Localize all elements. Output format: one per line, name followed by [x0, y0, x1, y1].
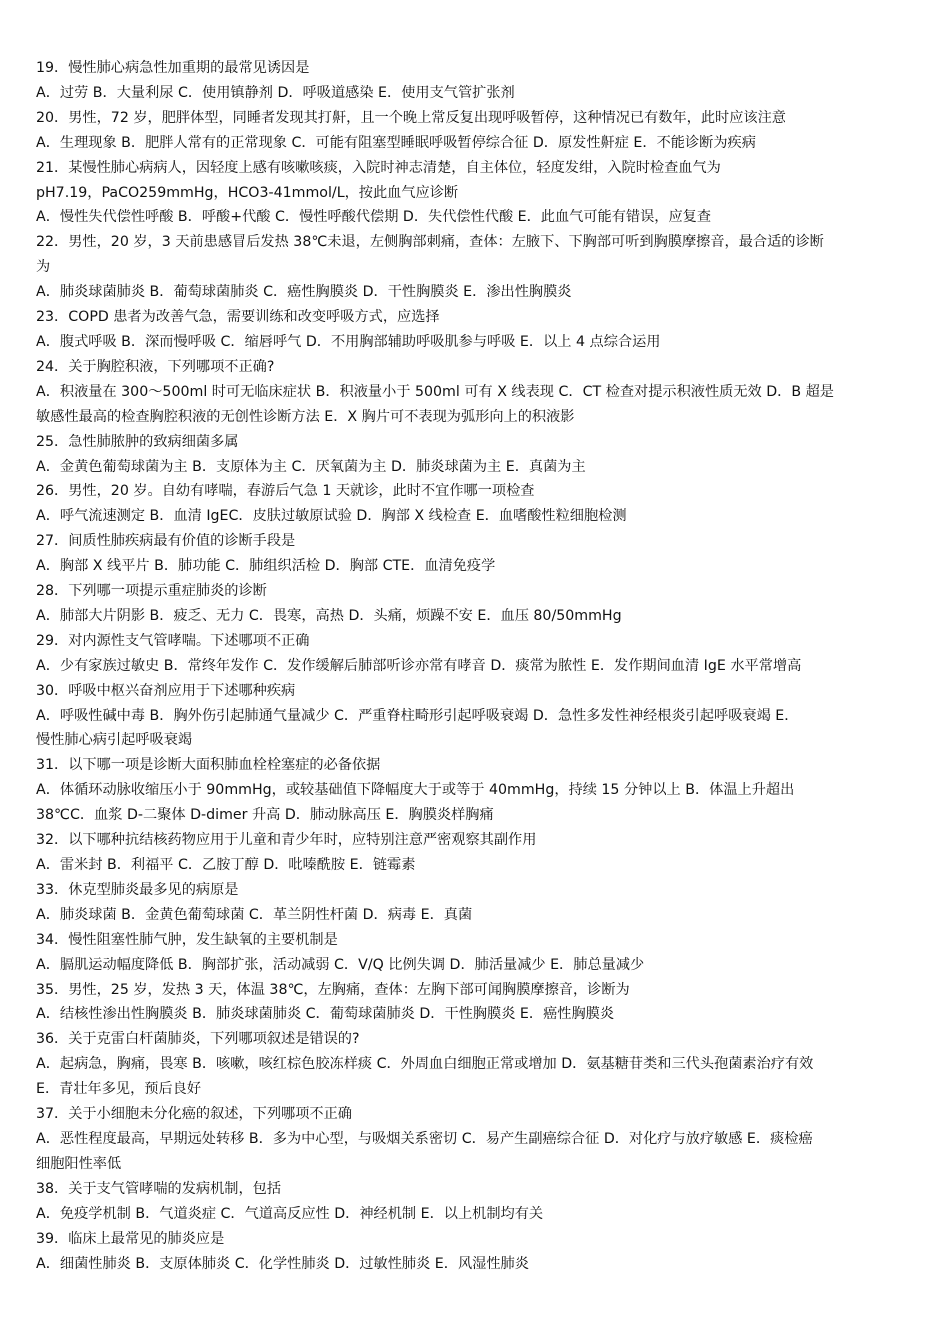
question-20: 20．男性，72 岁，肥胖体型，同睡者发现其打鼾，且一个晚上常反复出现呼吸暂停，这种情况已有数年，此时应该注意: [36, 109, 786, 126]
question-32: 32．以下哪种抗结核药物应用于儿童和青少年时，应特别注意严密观察其副作用: [36, 832, 537, 849]
options-21: A．慢性失代偿性呼酸 B．呼酸+代酸 C．慢性呼酸代偿期 D．失代偿性代酸 E．此血气可能有错误，应复查: [36, 209, 712, 226]
options-36: A．起病急，胸痛，畏寒 B．咳嗽，咳红棕色胶冻样痰 C．外周血白细胞正常或增加 D．氨基糖苷类和三代头孢菌素治疗有效: [36, 1056, 814, 1073]
options-36-continued: E．青壮年多见，预后良好: [36, 1081, 202, 1098]
question-31: 31．以下哪一项是诊断大面积肺血栓栓塞症的必备依据: [36, 757, 381, 774]
question-28: 28．下列哪一项提示重症肺炎的诊断: [36, 583, 267, 600]
question-37: 37．关于小细胞未分化癌的叙述，下列哪项不正确: [36, 1106, 352, 1123]
question-22: 22．男性，20 岁，3 天前患感冒后发热 38℃未退，左侧胸部刺痛，查体：左腋下、下胸部可听到胸膜摩擦音，最合适的诊断: [36, 234, 824, 251]
options-31: A．体循环动脉收缩压小于 90mmHg，或较基础值下降幅度大于或等于 40mmHg，持续 15 分钟以上 B．体温上升超出: [36, 782, 795, 799]
question-34: 34．慢性阻塞性肺气肿，发生缺氧的主要机制是: [36, 931, 338, 948]
question-19: 19．慢性肺心病急性加重期的最常见诱因是: [36, 60, 310, 76]
options-23: A．腹式呼吸 B．深而慢呼吸 C．缩唇呼气 D．不用胸部辅助呼吸肌参与呼吸 E．以上 4 点综合运用: [36, 333, 661, 350]
options-30-continued: 慢性肺心病引起呼吸衰竭: [36, 732, 193, 749]
options-33: A．肺炎球菌 B．金黄色葡萄球菌 C．革兰阴性杆菌 D．病毒 E．真菌: [36, 906, 473, 923]
question-24: 24．关于胸腔积液，下列哪项不正确?: [36, 358, 275, 375]
options-31-continued: 38℃C．血浆 D-二聚体 D-dimer 升高 D．肺动脉高压 E．胸膜炎样胸痛: [36, 807, 494, 824]
question-26: 26．男性，20 岁。自幼有哮喘，春游后气急 1 天就诊，此时不宜作哪一项检查: [36, 483, 535, 500]
options-28: A．肺部大片阴影 B．疲乏、无力 C．畏寒，高热 D．头痛，烦躁不安 E．血压 80/50mmHg: [36, 607, 622, 624]
options-26: A．呼气流速测定 B．血清 IgEC．皮肤过敏原试验 D．胸部 X 线检查 E．血嗜酸性粒细胞检测: [36, 508, 627, 525]
options-38: A．免疫学机制 B．气道炎症 C．气道高反应性 D．神经机制 E．以上机制均有关: [36, 1205, 544, 1222]
options-20: A．生理现象 B．肥胖人常有的正常现象 C．可能有阻塞型睡眠呼吸暂停综合征 D．原发性鼾症 E．不能诊断为疾病: [36, 134, 756, 151]
options-39: A．细菌性肺炎 B．支原体肺炎 C．化学性肺炎 D．过敏性肺炎 E．风湿性肺炎: [36, 1255, 529, 1272]
question-36: 36．关于克雷白杆菌肺炎，下列哪项叙述是错误的?: [36, 1031, 360, 1048]
options-32: A．雷米封 B．利福平 C．乙胺丁醇 D．吡嗪酰胺 E．链霉素: [36, 857, 416, 873]
options-37-continued: 细胞阳性率低: [36, 1155, 122, 1172]
options-35: A．结核性渗出性胸膜炎 B．肺炎球菌肺炎 C．葡萄球菌肺炎 D．干性胸膜炎 E．癌性胸膜炎: [36, 1006, 615, 1023]
question-23: 23．COPD 患者为改善气急，需要训练和改变呼吸方式，应选择: [36, 309, 440, 326]
question-21: 21．某慢性肺心病病人，因轻度上感有咳嗽咳痰，入院时神志清楚，自主体位，轻度发绀，入院时检查血气为: [36, 159, 721, 176]
question-25: 25．急性肺脓肿的致病细菌多属: [36, 433, 239, 450]
options-24-continued: 敏感性最高的检查胸腔积液的无创性诊断方法 E．X 胸片可不表现为弧形向上的积液影: [36, 408, 575, 425]
question-21-continued: pH7.19，PaCO259mmHg，HCO3-41mmol/L，按此血气应诊断: [36, 184, 459, 201]
options-34: A．膈肌运动幅度降低 B．胸部扩张，活动减弱 C．V/Q 比例失调 D．肺活量减少 E．肺总量减少: [36, 956, 645, 973]
options-22: A．肺炎球菌肺炎 B．葡萄球菌肺炎 C．癌性胸膜炎 D．干性胸膜炎 E．渗出性胸膜炎: [36, 284, 572, 301]
question-38: 38．关于支气管哮喘的发病机制，包括: [36, 1180, 282, 1197]
question-39: 39．临床上最常见的肺炎应是: [36, 1230, 225, 1247]
options-37: A．恶性程度最高，早期远处转移 B．多为中心型，与吸烟关系密切 C．易产生副癌综合征 D．对化疗与放疗敏感 E．痰检癌: [36, 1130, 813, 1147]
question-33: 33．休克型肺炎最多见的病原是: [36, 881, 239, 898]
options-29: A．少有家族过敏史 B．常终年发作 C．发作缓解后肺部听诊亦常有哮音 D．痰常为脓性 E．发作期间血清 IgE 水平常增高: [36, 657, 802, 674]
options-27: A．胸部 X 线平片 B．肺功能 C．肺组织活检 D．胸部 CTE．血清免疫学: [36, 558, 496, 575]
question-27: 27．间质性肺疾病最有价值的诊断手段是: [36, 533, 296, 550]
options-24: A．积液量在 300～500ml 时可无临床症状 B．积液量小于 500ml 可有 X 线表现 C．CT 检查对提示积液性质无效 D．B 超是: [36, 383, 834, 400]
question-22-continued: 为: [36, 259, 51, 276]
question-30: 30．呼吸中枢兴奋剂应用于下述哪种疾病: [36, 682, 296, 699]
options-19: A．过劳 B．大量利尿 C．使用镇静剂 D．呼吸道感染 E．使用支气管扩张剂: [36, 84, 515, 101]
question-29: 29．对内源性支气管哮喘。下述哪项不正确: [36, 632, 310, 649]
options-30: A．呼吸性碱中毒 B．胸外伤引起肺通气量减少 C．严重脊柱畸形引起呼吸衰竭 D．急性多发性神经根炎引起呼吸衰竭 E．: [36, 707, 799, 724]
options-25: A．金黄色葡萄球菌为主 B．支原体为主 C．厌氧菌为主 D．肺炎球菌为主 E．真菌为主: [36, 458, 586, 475]
question-35: 35．男性，25 岁，发热 3 天，体温 38℃，左胸痛，查体：左胸下部可闻胸膜摩擦音，诊断为: [36, 981, 630, 998]
